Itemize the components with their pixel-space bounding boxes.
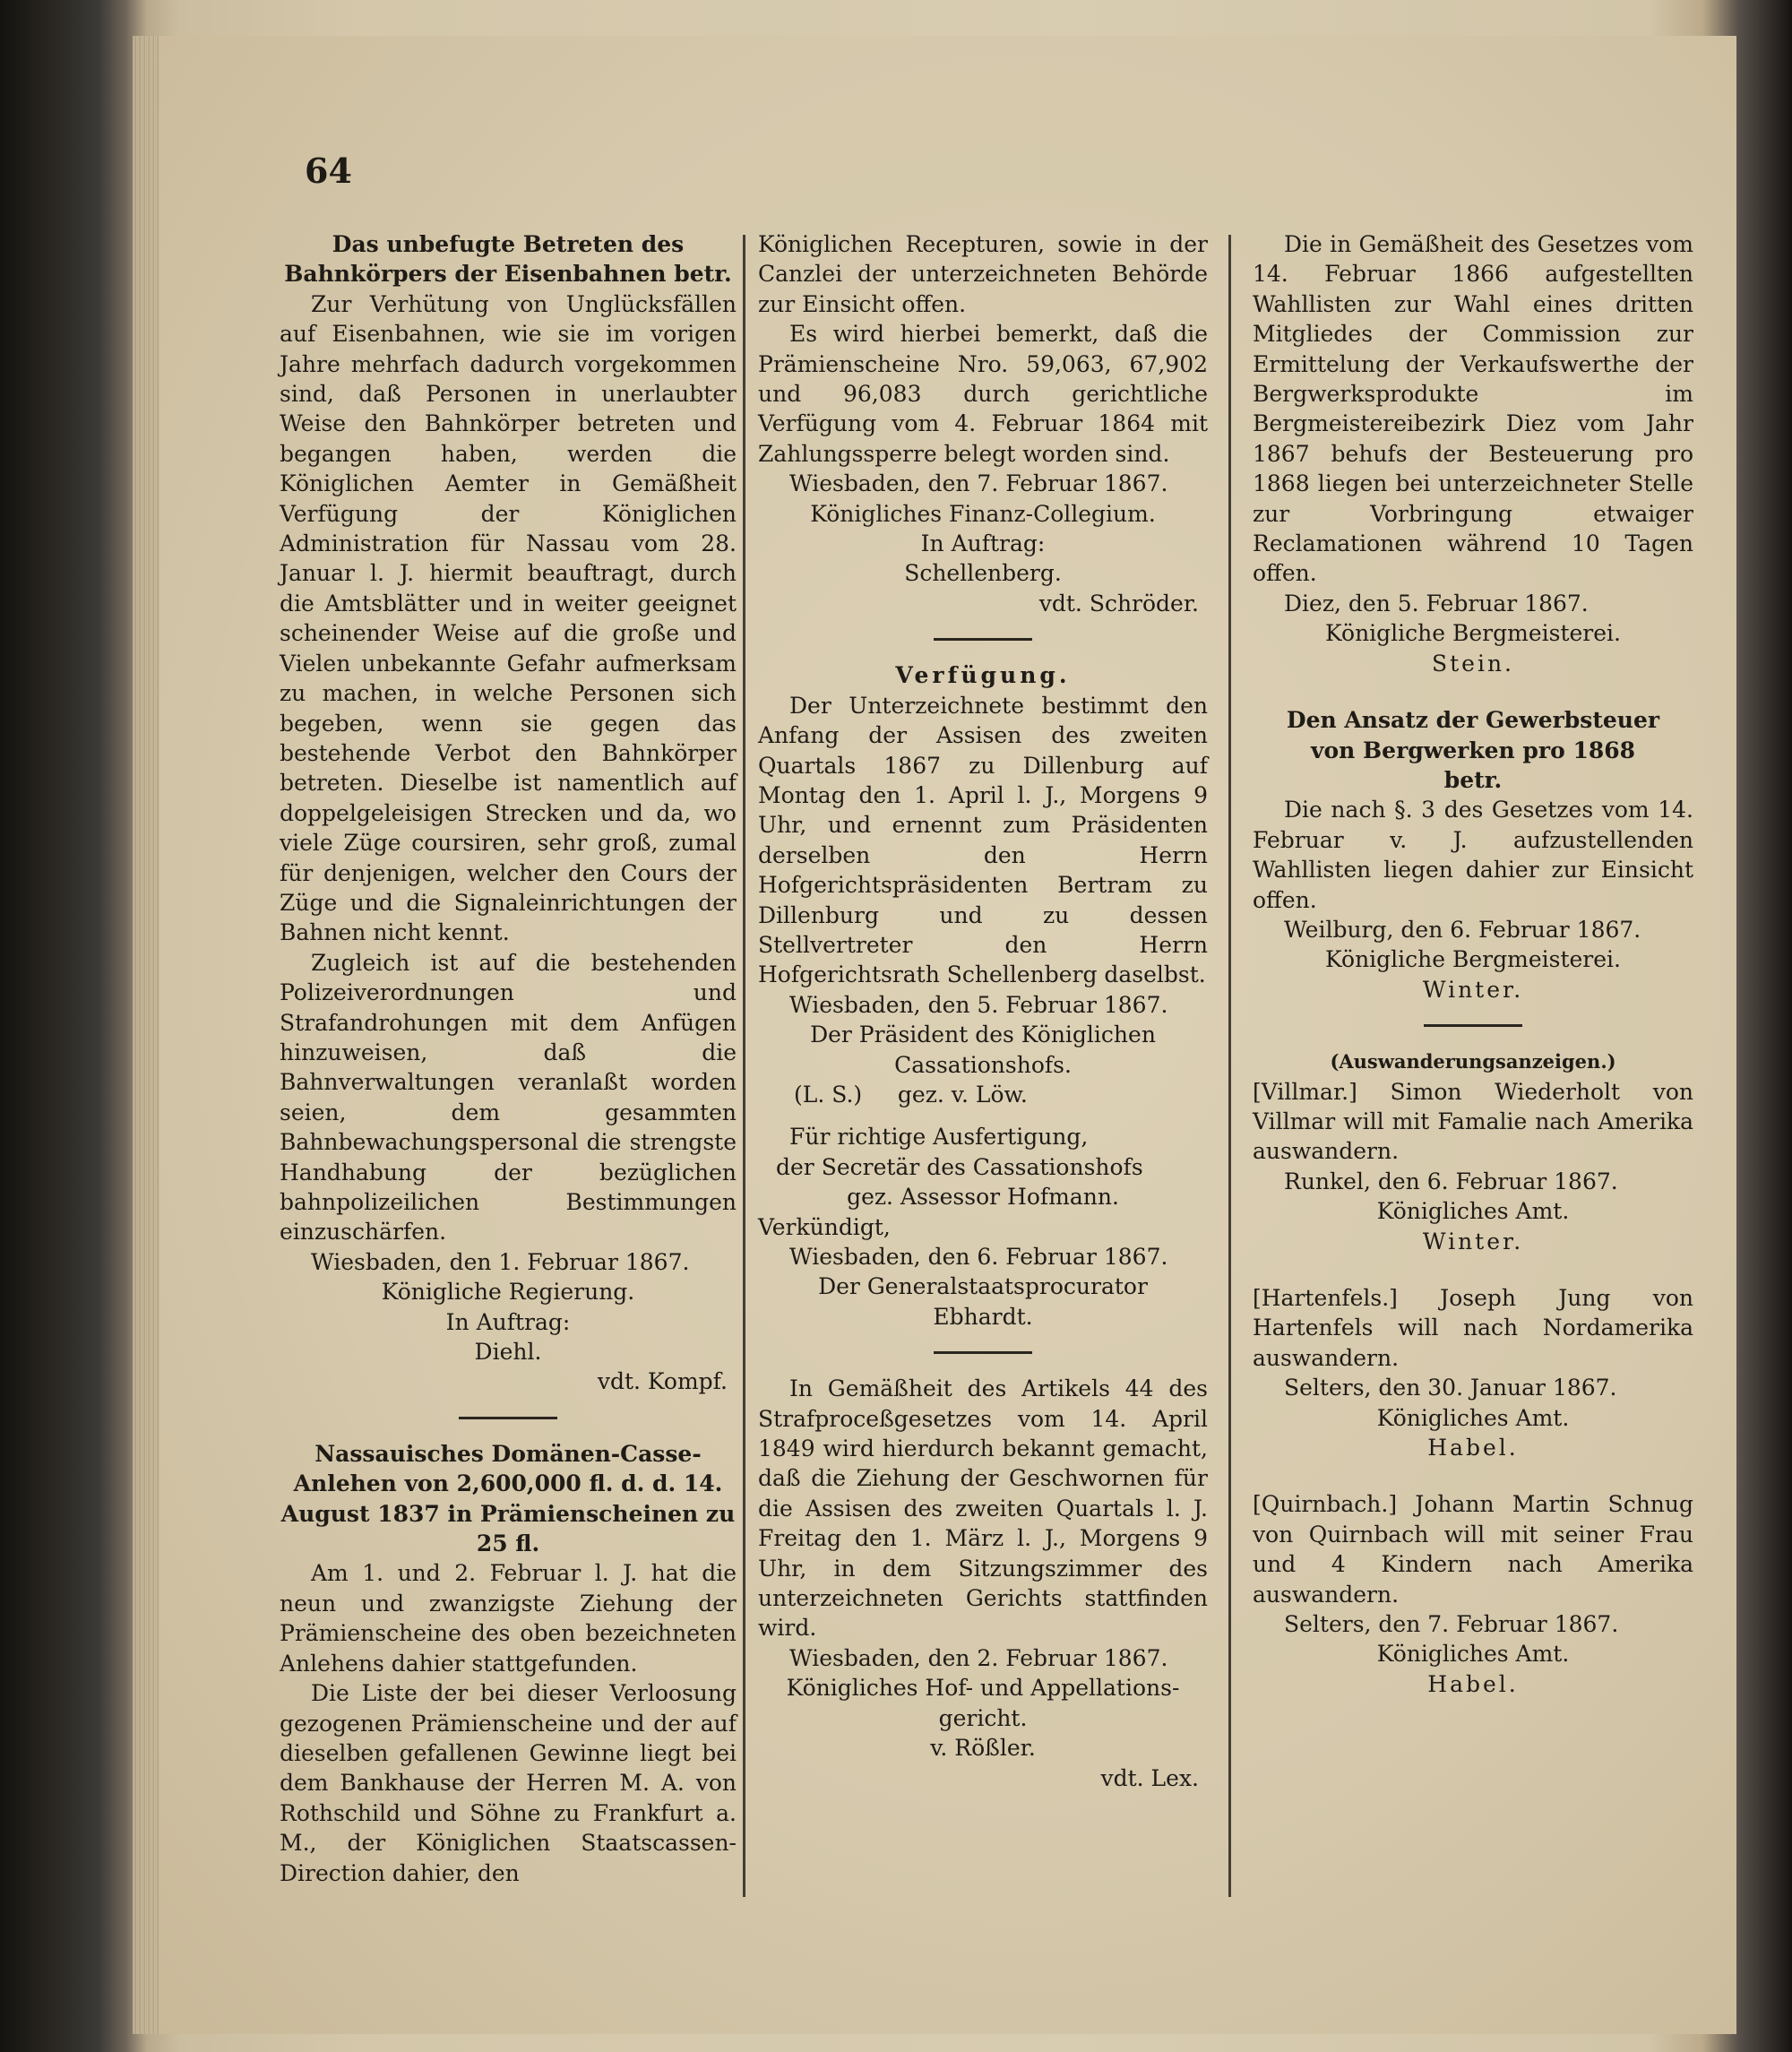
notice-place-date: Wiesbaden, den 6. Februar 1867. bbox=[789, 1244, 1168, 1270]
notice-body: Die in Gemäßheit des Gesetzes vom 14. Februar 1866 aufgestellten Wahllisten zur Wahl eines dritten Mitgliedes der Commission zur Ermittelung der Verkaufswerthe der Bergwerksprodukte im Bergmeistereibezirk Diez vom Jahr 1867 behufs der Besteuerung pro 1868 liegen bei unterzeichneter Stelle zur Vorbringung etwaiger Reclamationen während 10 Tagen offen. bbox=[1253, 231, 1693, 587]
notice-authority: Königliches Finanz-Collegium. bbox=[810, 500, 1156, 527]
notice-body: [Hartenfels.] Joseph Jung von Hartenfels will nach Nordamerika auswandern. bbox=[1253, 1285, 1693, 1371]
notice-body: Am 1. und 2. Februar l. J. hat die neun und zwanzigste Ziehung der Prämienscheine des oben bezeichneten Anlehens dahier stattgefunden. bbox=[280, 1560, 737, 1677]
page-number: 64 bbox=[305, 151, 352, 191]
notice-place-date: Diez, den 5. Februar 1867. bbox=[1284, 590, 1589, 616]
notice-authority: Königliches Amt. bbox=[1376, 1641, 1570, 1668]
notice-order: In Auftrag: bbox=[445, 1308, 571, 1335]
column-rule-left bbox=[743, 235, 745, 1897]
emigration-notice-villmar bbox=[1253, 1077, 1693, 1256]
notice-authority: Königliches Hof- und Appellations- bbox=[786, 1675, 1180, 1702]
notice-signature: Stein. bbox=[1431, 650, 1514, 677]
column-3 bbox=[1253, 229, 1693, 1699]
notice-separator bbox=[1424, 1024, 1522, 1027]
notice-body: Die nach §. 3 des Gesetzes vom 14. Februar v. J. aufzustellenden Wahllisten liegen dahier zur Einsicht offen. bbox=[1253, 797, 1693, 913]
column-rule-right bbox=[1228, 235, 1231, 1897]
notice-jurors bbox=[758, 1374, 1208, 1793]
notice-place-date: Wiesbaden, den 5. Februar 1867. bbox=[789, 991, 1168, 1018]
notice-place-date: Wiesbaden, den 2. Februar 1867. bbox=[789, 1644, 1168, 1671]
column-2 bbox=[758, 229, 1208, 1793]
notice-body: [Quirnbach.] Johann Martin Schnug von Quirnbach will mit seiner Frau und 4 Kindern nach Amerika auswandern. bbox=[1253, 1491, 1693, 1608]
notice-place-date: Wiesbaden, den 1. Februar 1867. bbox=[311, 1248, 690, 1275]
notice-loan bbox=[280, 1439, 737, 1888]
notice-body: In Gemäßheit des Artikels 44 des Strafproceßgesetzes vom 14. April 1849 wird hierdurch bekannt gemacht, daß die Ziehung der Geschwornen für die Assisen des zweiten Quartals l. J. Freitag den 1. März l. J., Morgens 9 Uhr, in dem Sitzungszimmer des unterzeichneten Gerichts stattfinden wird. bbox=[758, 1375, 1208, 1642]
notice-place-date: Selters, den 30. Januar 1867. bbox=[1284, 1375, 1617, 1401]
notice-authority: Königliches Amt. bbox=[1376, 1404, 1570, 1431]
notice-body: Es wird hierbei bemerkt, daß die Prämienscheine Nro. 59,063, 67,902 und 96,083 durch gerichtliche Verfügung vom 4. Februar 1864 mit Zahlungssperre belegt worden sind. bbox=[758, 321, 1208, 467]
notice-signature: Winter. bbox=[1422, 1228, 1524, 1254]
page-stack-edge bbox=[133, 36, 159, 2034]
notice-heading: Nassauisches Domänen-Casse-Anlehen von 2,600,000 fl. d. d. 14. August 1837 in Prämienscheinen zu 25 fl. bbox=[280, 1440, 736, 1557]
notice-body: Zur Verhütung von Unglücksfällen auf Eisenbahnen, wie sie im vorigen Jahre mehrfach dadurch vorgekommen sind, daß Personen in unerlaubter Weise den Bahnkörper betreten und begangen haben, werden die Königlichen Aemter in Gemäßheit Verfügung der Königlichen Administration für Nassau vom 28. Januar l. J. hiermit beauftragt, durch die Amtsblätter und in weiter geeignet scheinender Weise auf die große und Vielen unbekannte Gefahr aufmerksam zu machen, in welche Personen sich begeben, wenn sie gegen das bestehende Verbot den Bahnkörper betreten. Dieselbe ist namentlich auf doppelgeleisigen Strecken und da, wo viele Züge coursiren, sehr groß, zumal für denjenigen, welcher den Cours der Züge und die Signaleinrichtungen der Bahnen nicht kennt. bbox=[280, 290, 737, 946]
notice-seal-line bbox=[758, 1080, 1208, 1109]
notice-railway bbox=[280, 229, 737, 1397]
notice-promulgated: Verkündigt, bbox=[758, 1213, 891, 1240]
notice-signature: Diehl. bbox=[474, 1339, 542, 1366]
notice-signature: Winter. bbox=[1422, 976, 1524, 1003]
notice-authority: Der Generalstaatsprocurator bbox=[818, 1273, 1148, 1300]
notice-loan-continued bbox=[758, 229, 1208, 618]
notice-wahllisten-diez bbox=[1253, 229, 1693, 678]
notice-place-date: Weilburg, den 6. Februar 1867. bbox=[1284, 916, 1641, 943]
notice-authority: Der Präsident des Königlichen bbox=[810, 1022, 1156, 1048]
notice-assizes bbox=[758, 660, 1208, 1332]
notice-vdt: vdt. Schröder. bbox=[1038, 590, 1199, 616]
notice-certification: der Secretär des Cassationshofs bbox=[776, 1153, 1143, 1180]
notice-certification: gez. Assessor Hofmann. bbox=[847, 1184, 1119, 1211]
notice-authority: Cassationshofs. bbox=[894, 1051, 1072, 1078]
notice-authority: Königliche Regierung. bbox=[381, 1279, 635, 1306]
emigration-notice-quirnbach bbox=[1253, 1489, 1693, 1699]
notice-authority: Königliche Bergmeisterei. bbox=[1325, 946, 1621, 973]
notice-certification: Für richtige Ausfertigung, bbox=[789, 1124, 1089, 1151]
notice-heading: Den Ansatz der Gewerbsteuer von Bergwerken pro 1868 betr. bbox=[1286, 707, 1660, 793]
notice-authority: gericht. bbox=[938, 1704, 1028, 1731]
notice-separator bbox=[934, 1351, 1032, 1354]
notice-authority: Königliche Bergmeisterei. bbox=[1325, 620, 1621, 647]
notice-separator bbox=[459, 1417, 557, 1419]
notice-place-date: Selters, den 7. Februar 1867. bbox=[1284, 1611, 1619, 1638]
notice-seal: (L. S.) bbox=[794, 1081, 863, 1108]
notice-signature: v. Rößler. bbox=[930, 1735, 1036, 1762]
notice-vdt: vdt. Lex. bbox=[1100, 1764, 1199, 1791]
emigration-notice-hartenfels bbox=[1253, 1283, 1693, 1462]
notice-place-date: Wiesbaden, den 7. Februar 1867. bbox=[789, 470, 1168, 497]
notice-signature: Habel. bbox=[1427, 1435, 1519, 1461]
notice-order: In Auftrag: bbox=[920, 530, 1046, 557]
notice-body: Königlichen Recepturen, sowie in der Canzlei der unterzeichneten Behörde zur Einsicht offen. bbox=[758, 231, 1208, 317]
notice-body: Zugleich ist auf die bestehenden Polizeiverordnungen und Strafandrohungen mit dem Anfügen hinzuweisen, daß die Bahnverwaltungen veranlaßt worden seien, dem gesammten Bahnbewachungspersonal die strengste Handhabung der bezüglichen bahnpolizeilichen Bestimmungen einzuschärfen. bbox=[280, 949, 737, 1246]
notice-authority: Königliches Amt. bbox=[1376, 1198, 1570, 1225]
notice-heading: Das unbefugte Betreten des Bahnkörpers der Eisenbahnen betr. bbox=[284, 231, 732, 288]
notice-signature: Ebhardt. bbox=[933, 1303, 1033, 1330]
notice-heading: Verfügung. bbox=[895, 662, 1071, 689]
notice-separator bbox=[934, 638, 1032, 641]
notice-body: [Villmar.] Simon Wiederholt von Villmar will mit Famalie nach Amerika auswandern. bbox=[1253, 1078, 1693, 1165]
notice-body: Der Unterzeichnete bestimmt den Anfang der Assisen des zweiten Quartals 1867 zu Dillenburg auf Montag den 1. April l. J., Morgens 9 Uhr, und ernennt zum Präsidenten derselben den Herrn Hofgerichtspräsidenten Bertram zu Dillenburg und zu dessen Stellvertreter den Herrn Hofgerichtsrath Schellenberg daselbst. bbox=[758, 692, 1208, 988]
notice-place-date: Runkel, den 6. Februar 1867. bbox=[1284, 1168, 1618, 1194]
notice-signed: gez. v. Löw. bbox=[897, 1081, 1028, 1108]
section-heading: (Auswanderungsanzeigen.) bbox=[1330, 1050, 1616, 1073]
notice-signature: Schellenberg. bbox=[904, 560, 1062, 587]
notice-body: Die Liste der bei dieser Verloosung gezogenen Prämienscheine und der auf dieselben gefallenen Gewinne liegt bei dem Bankhause der Herren M. A. von Rothschild und Söhne zu Frankfurt a. M., der Königlichen Staatscassen-Direction dahier, den bbox=[280, 1680, 737, 1886]
notice-signature: Habel. bbox=[1427, 1670, 1519, 1697]
notice-vdt: vdt. Kompf. bbox=[597, 1368, 728, 1395]
notice-gewerbsteuer bbox=[1253, 705, 1693, 1004]
column-1 bbox=[280, 229, 737, 1888]
